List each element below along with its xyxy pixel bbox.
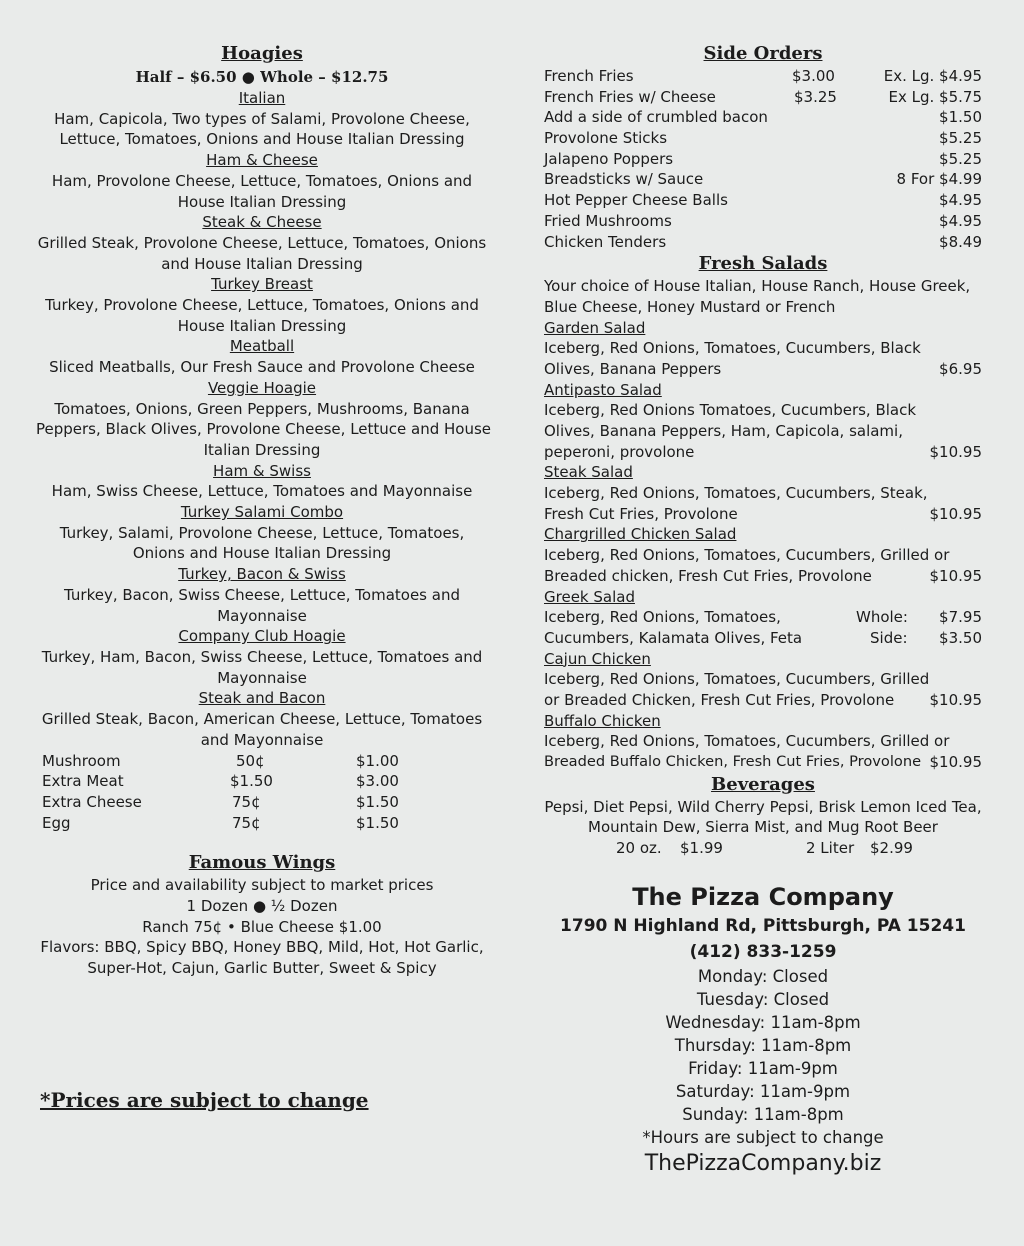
hoagie-item: [36, 461, 488, 502]
side-item-extra: Ex. Lg. $4.95: [883, 67, 982, 85]
hoagie-desc: Mayonnaise: [217, 668, 307, 687]
beverages-line: Pepsi, Diet Pepsi, Wild Cherry Pepsi, Brisk Lemon Iced Tea,: [544, 797, 982, 816]
greek-whole-label: Whole:: [856, 608, 908, 627]
wings-line: Super-Hot, Cajun, Garlic Butter, Sweet & Spicy: [87, 959, 437, 978]
hoagie-name: Turkey, Bacon & Swiss: [178, 565, 346, 584]
extra-row: [36, 792, 488, 813]
salad-desc-row: [540, 731, 986, 752]
salad-price: $10.95: [929, 504, 982, 523]
side-item-extra: $5.25: [939, 129, 982, 148]
hoagie-desc: Mayonnaise: [217, 606, 307, 625]
fresh-salads-heading: Fresh Salads: [698, 253, 828, 275]
salad-name-row: [540, 524, 986, 545]
hoagie-desc: Turkey, Salami, Provolone Cheese, Lettuce, Tomatoes,: [59, 523, 465, 542]
right-column: [540, 42, 986, 1179]
salad-desc-row: [540, 421, 986, 442]
hoagie-item: [36, 564, 488, 626]
extra-name: Egg: [42, 813, 71, 832]
hoagie-desc: Turkey, Bacon, Swiss Cheese, Lettuce, Tomatoes and: [64, 585, 460, 604]
side-item-name: Breadsticks w/ Sauce: [544, 170, 704, 189]
salad-desc: Breaded Buffalo Chicken, Fresh Cut Fries, Provolone: [544, 753, 922, 770]
greek-side-price: $3.50: [939, 628, 982, 647]
hoagie-extras: [36, 751, 488, 834]
salads-intro-line: Blue Cheese, Honey Mustard or French: [544, 297, 836, 316]
beverage-price: $2.99: [870, 839, 913, 858]
salad-desc: Iceberg, Red Onions, Tomatoes, Cucumbers, Grilled: [544, 670, 930, 689]
wings-line: 1 Dozen ● ½ Dozen: [186, 896, 338, 915]
hoagie-name: Steak & Cheese: [202, 213, 322, 232]
side-item: [540, 87, 986, 108]
extra-whole-price: $1.50: [356, 813, 399, 832]
hoagie-item: [36, 274, 488, 336]
salad-price: $10.95: [929, 690, 982, 709]
salad-desc: Cucumbers, Kalamata Olives, Feta: [544, 628, 803, 647]
salad-name-row: [540, 318, 986, 339]
salads-intro: [540, 297, 986, 318]
salad-desc-row: [540, 545, 986, 566]
hoagie-item: [36, 88, 488, 150]
salad-desc-row: [540, 752, 986, 773]
business-phone: (412) 833-1259: [689, 941, 837, 962]
hoagie-desc: Grilled Steak, Bacon, American Cheese, Lettuce, Tomatoes: [41, 710, 483, 729]
salad-price: $10.95: [929, 753, 982, 771]
hours-note: *Hours are subject to change: [642, 1127, 884, 1147]
wings-heading: Famous Wings: [188, 852, 336, 874]
salad-desc: Fresh Cut Fries, Provolone: [544, 504, 738, 523]
hoagie-name: Company Club Hoagie: [178, 627, 346, 646]
hoagie-desc: Peppers, Black Olives, Provolone Cheese, Lettuce and House: [36, 420, 492, 439]
salad-desc-row: [540, 483, 986, 504]
hoagie-desc: Onions and House Italian Dressing: [132, 544, 392, 563]
salad-desc: Iceberg, Red Onions, Tomatoes, Cucumbers, Grilled or: [544, 732, 950, 751]
extra-name: Extra Cheese: [42, 792, 142, 811]
hoagie-desc: House Italian Dressing: [177, 316, 347, 335]
hoagie-desc: and Mayonnaise: [200, 730, 324, 749]
salad-desc-row: [540, 359, 986, 380]
side-item-price: $3.00: [792, 67, 835, 85]
side-item: [540, 128, 986, 149]
left-column: [36, 42, 492, 979]
hoagie-desc: Ham, Capicola, Two types of Salami, Provolone Cheese,: [54, 109, 470, 128]
extra-half-price: 50¢: [236, 751, 265, 770]
side-orders-list: [540, 66, 986, 252]
side-item-price: $3.25: [794, 87, 837, 106]
salad-name: Buffalo Chicken: [544, 711, 661, 730]
salad-name: Antipasto Salad: [544, 380, 662, 399]
hoagies-heading: Hoagies: [221, 43, 303, 64]
salad-desc: Iceberg, Red Onions Tomatoes, Cucumbers, Black: [544, 401, 917, 420]
salad-price: $6.95: [939, 359, 982, 378]
extra-row: [36, 751, 488, 772]
salad-desc: Iceberg, Red Onions, Tomatoes, Cucumbers, Black: [544, 339, 921, 358]
hoagie-name: Meatball: [229, 337, 295, 356]
side-item: [540, 169, 986, 190]
hoagie-desc: Turkey, Ham, Bacon, Swiss Cheese, Lettuce, Tomatoes and: [41, 647, 483, 666]
hoagie-desc: House Italian Dressing: [177, 192, 347, 211]
hoagie-price-line: Half – $6.50 ● Whole – $12.75: [135, 68, 389, 86]
salad-name: Cajun Chicken: [544, 649, 651, 668]
hoagie-name: Ham & Swiss: [213, 461, 311, 480]
side-orders-heading: Side Orders: [703, 43, 823, 64]
side-item-extra: $5.25: [939, 149, 982, 168]
salad-name-row: [540, 462, 986, 483]
hoagie-name: Turkey Breast: [211, 275, 313, 294]
hoagie-desc: Ham, Provolone Cheese, Lettuce, Tomatoes, Onions and: [51, 171, 473, 190]
hoagie-name: Ham & Cheese: [206, 151, 318, 170]
hours-line: Wednesday: 11am-8pm: [665, 1012, 861, 1032]
side-item-extra: $4.95: [939, 211, 982, 230]
extra-half-price: 75¢: [232, 792, 261, 811]
hoagie-desc: Italian Dressing: [203, 440, 321, 459]
side-item-name: Hot Pepper Cheese Balls: [544, 191, 728, 210]
salad-desc-row: [540, 669, 986, 690]
hoagie-desc: Sliced Meatballs, Our Fresh Sauce and Provolone Cheese: [49, 358, 475, 377]
greek-whole-price: $7.95: [939, 608, 982, 627]
business-info: [540, 881, 986, 1179]
side-item-extra: 8 For $4.99: [896, 170, 982, 189]
extra-whole-price: $1.50: [356, 792, 399, 811]
hoagie-desc: Tomatoes, Onions, Green Peppers, Mushrooms, Banana: [54, 399, 470, 418]
side-item: [540, 149, 986, 170]
salad-desc-row: [540, 338, 986, 359]
hoagie-desc: Lettuce, Tomatoes, Onions and House Italian Dressing: [59, 130, 465, 149]
salad-name: Chargrilled Chicken Salad: [544, 525, 737, 544]
hours-line: Thursday: 11am-8pm: [674, 1035, 852, 1055]
hoagie-name: Italian: [238, 89, 286, 107]
hoagie-item: [36, 150, 488, 212]
salad-price: $10.95: [929, 566, 982, 585]
salad-desc: or Breaded Chicken, Fresh Cut Fries, Provolone: [544, 690, 895, 709]
beverage-size: 20 oz.: [616, 839, 662, 858]
hoagie-name: Steak and Bacon: [198, 689, 326, 708]
salad-desc: Breaded chicken, Fresh Cut Fries, Provolone: [544, 566, 872, 585]
salad-desc: peperoni, provolone: [544, 442, 695, 461]
salad-name-row: [540, 711, 986, 732]
side-item: [540, 107, 986, 128]
side-item-extra: $8.49: [939, 232, 982, 251]
wings-line: Flavors: BBQ, Spicy BBQ, Honey BBQ, Mild, Hot, Hot Garlic,: [40, 938, 484, 957]
salad-desc: Iceberg, Red Onions, Tomatoes,: [544, 608, 781, 627]
extra-row: [36, 813, 488, 834]
salad-name: Garden Salad: [544, 318, 646, 337]
extra-row: [36, 771, 488, 792]
salads-intro-line: Your choice of House Italian, House Ranch, House Greek,: [544, 277, 971, 296]
salad-name: Greek Salad: [544, 587, 635, 606]
salad-desc: Olives, Banana Peppers, Ham, Capicola, salami,: [544, 422, 903, 440]
extra-name: Mushroom: [42, 751, 121, 770]
side-item-name: Jalapeno Poppers: [544, 149, 674, 168]
side-item-name: French Fries: [544, 67, 634, 85]
hoagie-desc: and House Italian Dressing: [161, 254, 363, 273]
hoagie-desc: Ham, Swiss Cheese, Lettuce, Tomatoes and Mayonnaise: [51, 482, 473, 501]
extra-half-price: $1.50: [230, 772, 273, 791]
beverage-size: 2 Liter: [806, 839, 855, 858]
hours-line: Monday: Closed: [697, 966, 829, 986]
hours-line: Tuesday: Closed: [696, 989, 830, 1009]
side-item-extra: Ex Lg. $5.75: [888, 87, 982, 106]
beverage-price: $1.99: [680, 839, 723, 858]
salads-intro: [540, 276, 986, 297]
salad-desc-row: [540, 442, 986, 463]
wings-line: Price and availability subject to market prices: [90, 876, 434, 895]
side-item-extra: $1.50: [939, 108, 982, 127]
beverages-line: Mountain Dew, Sierra Mist, and Mug Root Beer: [588, 818, 938, 837]
side-item-name: French Fries w/ Cheese: [544, 87, 716, 106]
hoagie-desc: Grilled Steak, Provolone Cheese, Lettuce, Tomatoes, Onions: [37, 233, 487, 252]
beverages-heading: Beverages: [711, 773, 815, 795]
side-item: [540, 66, 986, 87]
hoagie-desc: Turkey, Provolone Cheese, Lettuce, Tomatoes, Onions and: [45, 296, 479, 315]
salad-name-row: [540, 649, 986, 670]
salad-desc-row: [540, 607, 986, 628]
hoagie-item: [36, 336, 488, 377]
business-name: The Pizza Company: [632, 882, 894, 911]
hoagie-item: [36, 502, 488, 564]
side-item: [540, 190, 986, 211]
hoagie-item: [36, 688, 488, 750]
salad-name-row: [540, 380, 986, 401]
side-item-name: Chicken Tenders: [544, 232, 667, 251]
salad-desc: Iceberg, Red Onions, Tomatoes, Cucumbers, Grilled or: [544, 546, 950, 565]
side-item-name: Provolone Sticks: [544, 129, 668, 148]
extra-whole-price: $3.00: [356, 772, 399, 791]
salad-desc-row: [540, 566, 986, 587]
salad-desc-row: [540, 690, 986, 711]
business-address: 1790 N Highland Rd, Pittsburgh, PA 15241: [560, 915, 966, 936]
side-item: [540, 232, 986, 253]
wings-line: Ranch 75¢ • Blue Cheese $1.00: [142, 917, 382, 936]
salad-desc-row: [540, 628, 986, 649]
salad-name-row: [540, 587, 986, 608]
greek-side-label: Side:: [870, 628, 908, 647]
salad-desc-row: [540, 504, 986, 525]
side-item-extra: $4.95: [939, 191, 982, 210]
salad-desc-row: [540, 400, 986, 421]
hoagie-item: [36, 212, 488, 274]
salad-price: $10.95: [929, 442, 982, 461]
hoagie-name: Veggie Hoagie: [207, 378, 317, 397]
extra-name: Extra Meat: [42, 772, 124, 791]
side-item: [540, 211, 986, 232]
extra-whole-price: $1.00: [356, 751, 399, 770]
salad-name: Steak Salad: [544, 463, 633, 482]
hoagie-item: [36, 378, 492, 461]
extra-half-price: 75¢: [232, 813, 261, 832]
salad-desc: Iceberg, Red Onions, Tomatoes, Cucumbers, Steak,: [544, 484, 928, 503]
hoagie-item: [36, 626, 488, 688]
side-item-name: Fried Mushrooms: [544, 211, 672, 230]
website-link[interactable]: ThePizzaCompany.biz: [644, 1150, 882, 1176]
hours-line: Sunday: 11am-8pm: [682, 1104, 844, 1124]
salad-desc: Olives, Banana Peppers: [544, 359, 722, 378]
hours-line: Friday: 11am-9pm: [688, 1058, 838, 1078]
side-item-name: Add a side of crumbled bacon: [544, 108, 768, 127]
hours-line: Saturday: 11am-9pm: [675, 1081, 851, 1101]
price-change-note: *Prices are subject to change: [40, 1088, 369, 1112]
hoagie-name: Turkey Salami Combo: [180, 503, 344, 522]
beverage-sizes: [540, 838, 986, 859]
